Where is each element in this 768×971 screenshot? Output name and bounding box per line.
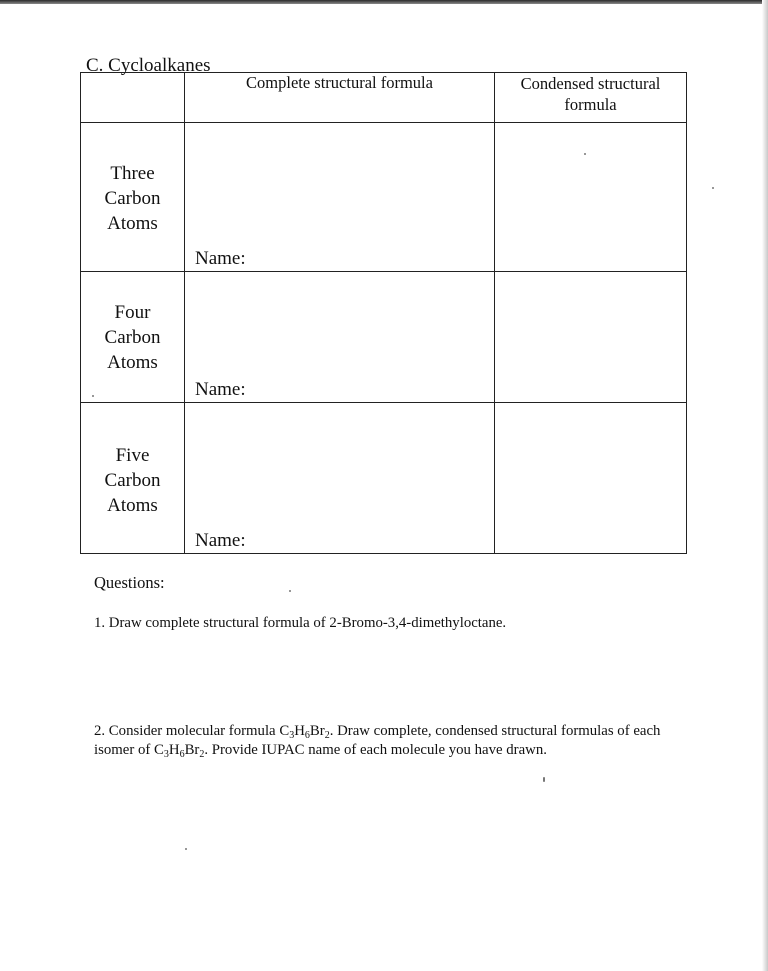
table-row-three-carbon (81, 123, 687, 272)
name-label: Name: (195, 248, 246, 269)
row-label-line: Atoms (107, 352, 158, 373)
scan-speck (185, 848, 187, 850)
complete-formula-cell-four-carbon[interactable] (185, 272, 495, 403)
complete-formula-cell-three-carbon[interactable] (185, 123, 495, 272)
name-label: Name: (195, 530, 246, 551)
table-row-five-carbon (81, 403, 687, 554)
header-complete-structural-formula (185, 73, 495, 123)
row-label-three-carbon (81, 123, 185, 272)
condensed-formula-cell-five-carbon[interactable] (495, 403, 687, 554)
header-complete-label: Complete structural formula (246, 73, 433, 92)
row-label-five-carbon (81, 403, 185, 554)
question-1: 1. Draw complete structural formula of 2-Bromo-3,4-dimethyloctane. (94, 615, 507, 631)
row-label-line: Carbon (104, 470, 161, 491)
row-label-four-carbon (81, 272, 185, 403)
row-label-line: Carbon (104, 327, 161, 348)
header-condensed-structural-formula (495, 73, 687, 123)
table-row-four-carbon (81, 272, 687, 403)
scan-speck (543, 777, 545, 782)
header-blank-cell (81, 73, 185, 123)
row-label-line: Atoms (107, 213, 158, 234)
row-label-line: Five (115, 445, 150, 466)
question-2: 2. Consider molecular formula $C_3H_6Br_2$. Draw complete, condensed structural formulas of each isomer of $C_3H_6Br_2$. Provide IUPAC name of each molecule you have drawn. (94, 723, 661, 760)
row-label-line: Atoms (107, 495, 158, 516)
header-condensed-line2: formula (564, 95, 617, 114)
questions-heading: Questions: (94, 573, 165, 592)
scan-speck (92, 395, 94, 397)
row-label-line: Three (110, 163, 155, 184)
row-label-line: Four (114, 302, 151, 323)
header-condensed-line1: Condensed structural (520, 74, 661, 93)
complete-formula-cell-five-carbon[interactable] (185, 403, 495, 554)
cycloalkanes-table (80, 72, 687, 554)
scan-speck (584, 153, 586, 155)
name-label: Name: (195, 379, 246, 400)
section-title: C. Cycloalkanes (86, 55, 211, 76)
condensed-formula-cell-four-carbon[interactable] (495, 272, 687, 403)
scan-speck (712, 187, 714, 189)
scan-edge-right (762, 0, 768, 971)
scan-edge-top (0, 0, 768, 4)
scan-speck (289, 590, 291, 592)
row-label-line: Carbon (104, 188, 161, 209)
table-header-row (81, 73, 687, 123)
condensed-formula-cell-three-carbon[interactable] (495, 123, 687, 272)
